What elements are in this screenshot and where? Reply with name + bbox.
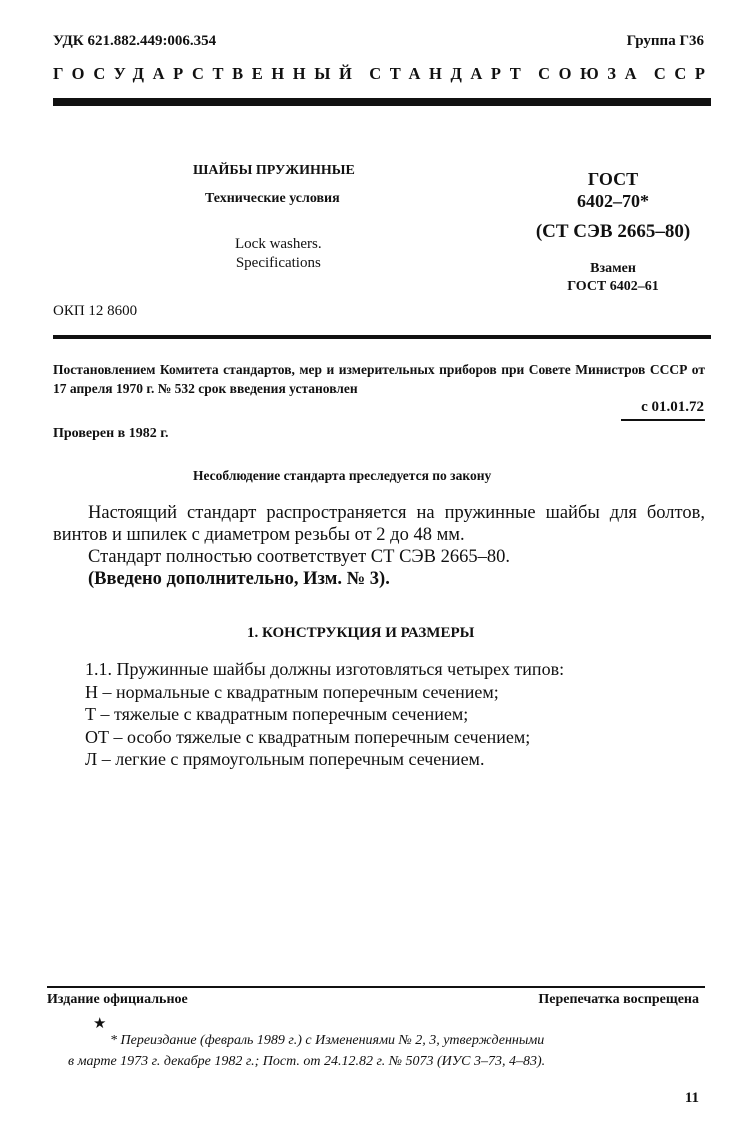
law-notice: Несоблюдение стандарта преследуется по закону: [193, 468, 492, 483]
footer-rule: [47, 986, 705, 988]
udk-code: УДК 621.882.449:006.354: [53, 33, 217, 49]
effective-date: с 01.01.72: [641, 399, 704, 415]
gost-number: 6402–70*: [577, 191, 649, 211]
subtitle-ru: Технические условия: [205, 191, 340, 206]
group-code: Группа Г36: [626, 33, 704, 49]
title-en-line: Lock washers.: [235, 236, 322, 252]
list-item: Т – тяжелые с квадратным поперечным сечением;: [85, 704, 469, 724]
list-item: ОТ – особо тяжелые с квадратным поперечным сечением;: [85, 726, 531, 747]
state-word: СОЮЗА: [538, 64, 646, 83]
gost-label: ГОСТ: [587, 169, 639, 189]
state-standard-heading: [53, 64, 714, 84]
intro-amendment: (Введено дополнительно, Изм. № 3).: [88, 569, 390, 589]
intro-compliance: Стандарт полностью соответствует СТ СЭВ 2665–80.: [88, 547, 510, 567]
list-item: Н – нормальные с квадратным поперечным сечением;: [85, 681, 499, 702]
gost-designation: [528, 168, 698, 296]
footnote-line: * Переиздание (февраль 1989 г.) с Изменениями № 2, 3, утвержденными: [110, 1033, 545, 1048]
state-word: ССР: [653, 64, 714, 83]
okp-thick-rule: [53, 335, 711, 339]
header-thick-rule: [53, 98, 711, 106]
list-item: 1.1. Пружинные шайбы должны изготовляться четырех типов:: [85, 659, 565, 679]
reissue-footnote: [68, 1030, 545, 1072]
intro-section: [53, 502, 705, 590]
section-heading: 1. КОНСТРУКЦИЯ И РАЗМЕРЫ: [247, 625, 475, 641]
star-icon: ★: [93, 1016, 107, 1032]
replaces-number: ГОСТ 6402–61: [567, 279, 659, 294]
official-edition: Издание официальное: [47, 992, 188, 1007]
okp-code: ОКП 12 8600: [53, 303, 138, 319]
washer-types-list: [85, 658, 564, 771]
footnote-line: в марте 1973 г. декабре 1982 г.; Пост. от 24.12.82 г. № 5073 (ИУС 3–73, 4–83).: [68, 1054, 546, 1069]
effective-date-underline: [621, 419, 705, 421]
checked-year: Проверен в 1982 г.: [53, 426, 169, 441]
intro-paragraph: Настоящий стандарт распространяется на пружинные шайбы для болтов, винтов и шпилек с диаметром резьбы от 2 до 48 мм.: [53, 503, 705, 545]
list-item: Л – легкие с прямоугольным поперечным сечением.: [85, 749, 485, 769]
decree-text: Постановлением Комитета стандартов, мер и измерительных приборов при Совете Министров СССР от 17 апреля 1970 г. № 532 срок введения установлен: [53, 362, 705, 396]
state-word: СТАНДАРТ: [369, 64, 530, 83]
title-en-line: Specifications: [235, 255, 321, 271]
page-number: 11: [684, 1090, 699, 1106]
reprint-prohibited: Перепечатка воспрещена: [538, 992, 699, 1007]
state-word: ГОСУДАРСТВЕННЫЙ: [53, 64, 361, 83]
title-en: [235, 235, 322, 273]
title-ru: ШАЙБЫ ПРУЖИННЫЕ: [193, 163, 355, 178]
replaces-label: Взамен: [590, 261, 636, 276]
st-sev-number: (СТ СЭВ 2665–80): [535, 221, 691, 242]
